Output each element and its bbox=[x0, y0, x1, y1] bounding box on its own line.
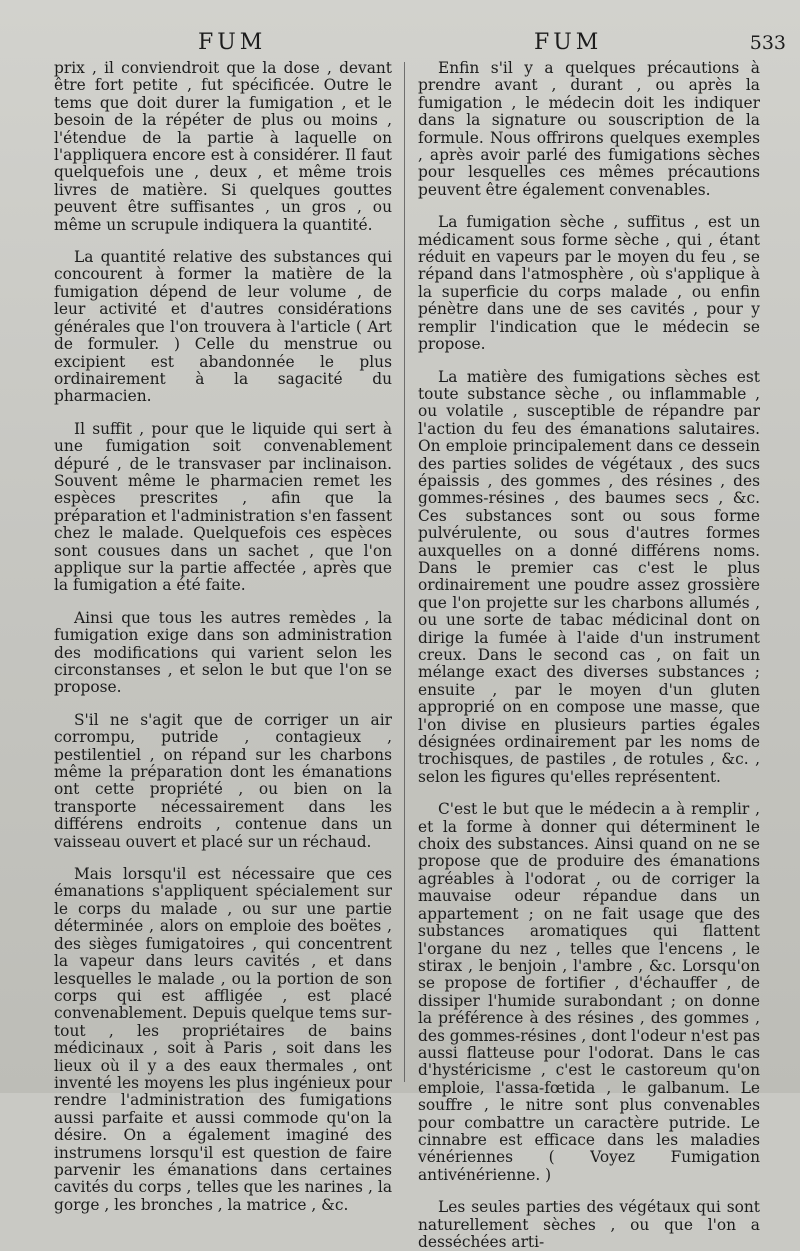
column-divider bbox=[404, 62, 405, 1082]
paragraph: Ainsi que tous les autres remèdes , la fumigation exige dans son administration des modifications qui varient selon les circonstanses , et selon le but que l'on se propose. bbox=[54, 608, 392, 697]
paragraph: Enfin s'il y a quelques précautions à prendre avant , durant , ou après la fumigation , le médecin doit les indiquer dans la signature ou souscription de la formule. Nous offrirons quelques exemples , après avoir parlé des fumigations sèches pour lesquelles ces mêmes précautions peuvent être également convenables. bbox=[418, 59, 760, 199]
right-column bbox=[418, 59, 760, 1251]
left-column bbox=[54, 59, 392, 1214]
paragraph: Mais lorsqu'il est nécessaire que ces émanations s'appliquent spécialement sur le corps du malade , ou sur une partie déterminée , alors on emploie des boëtes , des sièges fumigatoires , qui concentrent la vapeur dans leurs cavités , et dans lesquelles le malade , ou la portion de son corps qui est affligée , est placé convenablement. Depuis quelque tems sur-tout , les propriétaires de bains médicinaux , soit à Paris , soit dans les lieux où il y a des eaux thermales , ont inventé les moyens les plus ingénieux pour rendre l'administration des fumigations aussi parfaite et aussi commode qu'on la désire. On a également imaginé des instrumens lorsqu'il est question de faire parvenir les émanations dans certaines cavités du corps , telles que les narines , la gorge , les bronches , la matrice , &c. bbox=[54, 865, 392, 1214]
running-head-right: FUM bbox=[534, 30, 603, 55]
paragraph: S'il ne s'agit que de corriger un air corrompu, putride , contagieux , pestilentiel , on répand sur les charbons même la préparation dont les émanations ont cette propriété , ou bien on la transporte nécessairement dans les différens endroits , contenue dans un vaisseau ouvert et placé sur un réchaud. bbox=[54, 710, 392, 851]
running-head-left: FUM bbox=[198, 30, 267, 55]
paragraph: prix , il conviendroit que la dose , devant être fort petite , fut spécificée. Outre le tems que doit durer la fumigation , et le besoin de la répéter de plus ou moins , l'étendue de la partie à laquelle on l'appliquera encore est à considérer. Il faut quelquefois une , deux , et même trois livres de matière. Si quelques gouttes peuvent être suffisantes , un gros , ou même un scrupule indiquera la quantité. bbox=[54, 59, 392, 234]
paragraph: La fumigation sèche , suffitus , est un médicament sous forme sèche , qui , étant réduit en vapeurs par le moyen du feu , se répand dans l'atmosphère , où s'applique à la superficie du corps malade , ou enfin pénètre dans une de ses cavités , pour y remplir l'indication que le médecin se propose. bbox=[418, 213, 760, 354]
paragraph: La quantité relative des substances qui concourent à former la matière de la fumigation dépend de leur volume , de leur activité et d'autres considérations générales que l'on trouvera à l'article ( Art de formuler. ) Celle du menstrue ou excipient est abandonnée le plus ordinairement à la sagacité du pharmacien. bbox=[54, 248, 392, 406]
page-number: 533 bbox=[749, 32, 786, 54]
paragraph: Il suffit , pour que le liquide qui sert à une fumigation soit convenablement dépuré , de le transvaser par inclinaison. Souvent même le pharmacien remet les espèces prescrites , afin que la préparation et l'administration s'en fassent chez le malade. Quelquefois ces espèces sont cousues dans un sachet , que l'on applique sur la partie affectée , après que la fumigation a été faite. bbox=[54, 419, 392, 595]
paragraph: Les seules parties des végétaux qui sont naturellement sèches , ou que l'on a desséchées arti- bbox=[418, 1198, 760, 1251]
running-header bbox=[0, 30, 800, 56]
paragraph: C'est le but que le médecin a à remplir , et la forme à donner qui déterminent le choix des substances. Ainsi quand on ne se propose que de produire des émanations agréables à l'odorat , ou de corriger la mauvaise odeur répandue dans un appartement ; on ne fait usage que des substances aromatiques qui flattent l'organe du nez , telles que l'encens , le stirax , le benjoin , l'ambre , &c. Lorsqu'on se propose de fortifier , d'échauffer , de dissiper l'humide surabondant ; on donne la préférence à des résines , des gommes , des gommes-résines , dont l'odeur n'est pas aussi flatteuse pour l'odorat. Dans le cas d'hystéricisme , c'est le castoreum qu'on emploie, l'assa-fœtida , le galbanum. Le souffre , le nitre sont plus convenables pour combattre un caractère putride. Le cinnabre est efficace dans les maladies vénériennes ( Voyez Fumigation antivénérienne. ) bbox=[418, 800, 760, 1184]
paragraph: La matière des fumigations sèches est toute substance sèche , ou inflammable , ou volatile , susceptible de répandre par l'action du feu des émanations salutaires. On emploie principalement dans ce dessein des parties solides de végétaux , des sucs épaissis , des gommes , des résines , des gommes-résines , des baumes secs , &c. Ces substances sont ou sous forme pulvérulente, ou sous d'autres formes auxquelles on a donné différens noms. Dans le premier cas c'est le plus ordinairement une poudre assez grossière que l'on projette sur les charbons allumés , ou une sorte de tabac médicinal dont on dirige la fumée à l'aide d'un instrument creux. Dans le second cas , on fait un mélange exact des diverses substances ; ensuite , par le moyen d'un gluten approprié on en compose une masse, que l'on divise en plusieurs parties égales désignées ordinairement par les noms de trochisques, de pastiles , de rotules , &c. , selon les figures qu'elles représentent. bbox=[418, 367, 760, 786]
